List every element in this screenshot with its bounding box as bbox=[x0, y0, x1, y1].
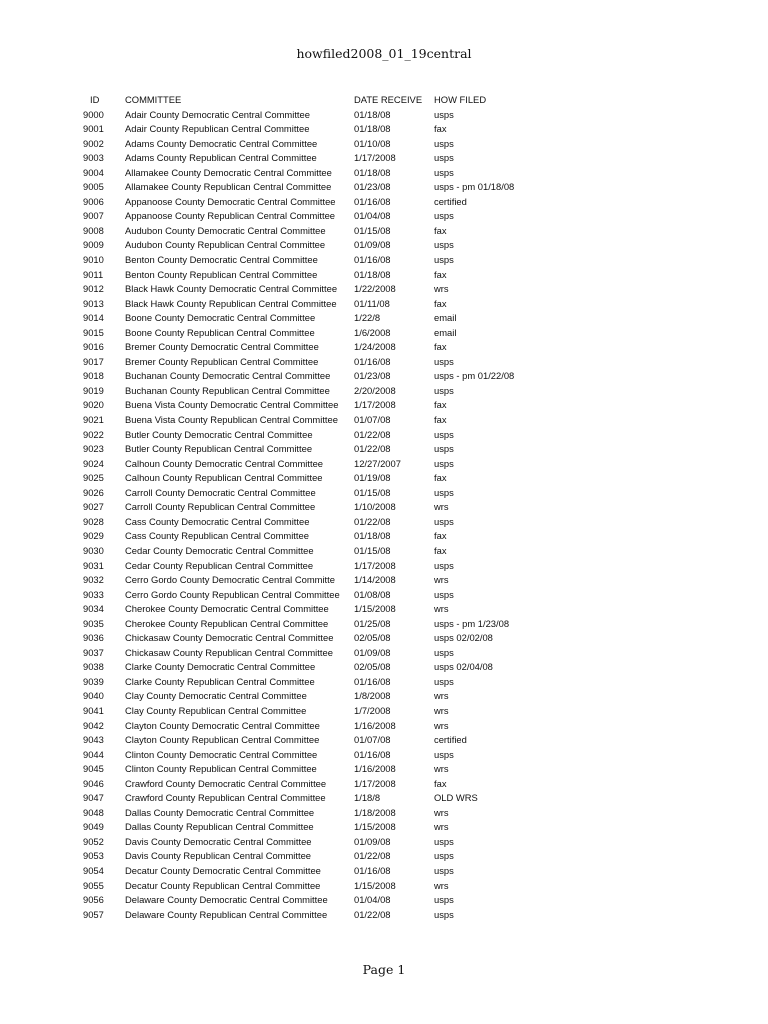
how-filed-cell: usps 02/04/08 bbox=[434, 661, 493, 673]
id-cell: 9032 bbox=[83, 574, 104, 586]
id-cell: 9008 bbox=[83, 224, 104, 236]
table-row bbox=[0, 748, 768, 763]
id-cell: 9037 bbox=[83, 646, 104, 658]
id-cell: 9044 bbox=[83, 748, 104, 760]
table-row bbox=[0, 660, 768, 675]
committee-cell: Audubon County Democratic Central Committee bbox=[125, 224, 326, 236]
id-cell: 9018 bbox=[83, 370, 104, 382]
id-cell: 9042 bbox=[83, 719, 104, 731]
table-row bbox=[0, 311, 768, 326]
how-filed-cell: usps 02/02/08 bbox=[434, 632, 493, 644]
date-received-cell: 01/22/08 bbox=[354, 515, 391, 527]
date-received-cell: 01/15/08 bbox=[354, 224, 391, 236]
table-row bbox=[0, 340, 768, 355]
date-received-cell: 1/15/2008 bbox=[354, 603, 396, 615]
date-received-cell: 02/05/08 bbox=[354, 661, 391, 673]
id-cell: 9046 bbox=[83, 777, 104, 789]
table-row bbox=[0, 879, 768, 894]
table-row bbox=[0, 151, 768, 166]
table-row bbox=[0, 282, 768, 297]
table-row bbox=[0, 428, 768, 443]
how-filed-cell: fax bbox=[434, 297, 447, 309]
id-cell: 9040 bbox=[83, 690, 104, 702]
id-cell: 9055 bbox=[83, 879, 104, 891]
header-id: ID bbox=[90, 94, 100, 105]
id-cell: 9024 bbox=[83, 457, 104, 469]
table-row bbox=[0, 398, 768, 413]
committee-cell: Dallas County Republican Central Committee bbox=[125, 821, 314, 833]
id-cell: 9034 bbox=[83, 603, 104, 615]
committee-cell: Black Hawk County Democratic Central Committee bbox=[125, 283, 338, 295]
table-row bbox=[0, 544, 768, 559]
how-filed-cell: usps bbox=[434, 864, 454, 876]
how-filed-cell: wrs bbox=[434, 574, 449, 586]
table-row bbox=[0, 820, 768, 835]
date-received-cell: 1/22/8 bbox=[354, 312, 381, 324]
committee-cell: Cass County Republican Central Committee bbox=[125, 530, 309, 542]
table-row bbox=[0, 413, 768, 428]
table-row bbox=[0, 209, 768, 224]
table-row bbox=[0, 326, 768, 341]
date-received-cell: 02/05/08 bbox=[354, 632, 391, 644]
how-filed-cell: wrs bbox=[434, 763, 449, 775]
table-row bbox=[0, 355, 768, 370]
id-cell: 9019 bbox=[83, 384, 104, 396]
table-row bbox=[0, 195, 768, 210]
how-filed-cell: usps bbox=[434, 443, 454, 455]
committee-cell: Decatur County Democratic Central Committee bbox=[125, 864, 321, 876]
date-received-cell: 1/16/2008 bbox=[354, 719, 396, 731]
id-cell: 9038 bbox=[83, 661, 104, 673]
id-cell: 9033 bbox=[83, 588, 104, 600]
id-cell: 9016 bbox=[83, 341, 104, 353]
how-filed-cell: usps bbox=[434, 835, 454, 847]
id-cell: 9056 bbox=[83, 894, 104, 906]
how-filed-cell: fax bbox=[434, 268, 447, 280]
date-received-cell: 1/7/2008 bbox=[354, 704, 391, 716]
how-filed-cell: usps bbox=[434, 137, 454, 149]
how-filed-cell: usps bbox=[434, 515, 454, 527]
how-filed-cell: wrs bbox=[434, 690, 449, 702]
id-cell: 9057 bbox=[83, 908, 104, 920]
how-filed-cell: usps bbox=[434, 559, 454, 571]
id-cell: 9029 bbox=[83, 530, 104, 542]
committee-cell: Adair County Democratic Central Committee bbox=[125, 108, 310, 120]
date-received-cell: 01/15/08 bbox=[354, 486, 391, 498]
committee-cell: Cherokee County Republican Central Committee bbox=[125, 617, 329, 629]
how-filed-cell: usps bbox=[434, 210, 454, 222]
committee-cell: Cerro Gordo County Democratic Central Committe bbox=[125, 574, 335, 586]
committee-cell: Black Hawk County Republican Central Committee bbox=[125, 297, 337, 309]
id-cell: 9025 bbox=[83, 472, 104, 484]
date-received-cell: 01/09/08 bbox=[354, 835, 391, 847]
date-received-cell: 1/15/2008 bbox=[354, 879, 396, 891]
committee-cell: Carroll County Republican Central Committee bbox=[125, 501, 316, 513]
how-filed-cell: email bbox=[434, 326, 457, 338]
how-filed-cell: certified bbox=[434, 195, 467, 207]
how-filed-cell: wrs bbox=[434, 603, 449, 615]
how-filed-cell: fax bbox=[434, 530, 447, 542]
id-cell: 9013 bbox=[83, 297, 104, 309]
table-row bbox=[0, 864, 768, 879]
committee-cell: Clayton County Democratic Central Committee bbox=[125, 719, 320, 731]
how-filed-cell: wrs bbox=[434, 704, 449, 716]
committee-cell: Adams County Democratic Central Committee bbox=[125, 137, 318, 149]
how-filed-cell: wrs bbox=[434, 283, 449, 295]
committee-cell: Audubon County Republican Central Committee bbox=[125, 239, 326, 251]
committee-cell: Adams County Republican Central Committee bbox=[125, 152, 317, 164]
id-cell: 9001 bbox=[83, 123, 104, 135]
date-received-cell: 01/16/08 bbox=[354, 748, 391, 760]
table-row bbox=[0, 442, 768, 457]
date-received-cell: 01/18/08 bbox=[354, 108, 391, 120]
date-received-cell: 01/25/08 bbox=[354, 617, 391, 629]
how-filed-cell: fax bbox=[434, 399, 447, 411]
committee-cell: Delaware County Republican Central Committee bbox=[125, 908, 328, 920]
table-row bbox=[0, 791, 768, 806]
header-committee: COMMITTEE bbox=[125, 94, 182, 105]
id-cell: 9028 bbox=[83, 515, 104, 527]
table-row bbox=[0, 471, 768, 486]
committee-cell: Decatur County Republican Central Committee bbox=[125, 879, 321, 891]
date-received-cell: 01/09/08 bbox=[354, 646, 391, 658]
how-filed-cell: usps bbox=[434, 748, 454, 760]
table-row bbox=[0, 588, 768, 603]
committee-cell: Buchanan County Democratic Central Committee bbox=[125, 370, 331, 382]
date-received-cell: 1/17/2008 bbox=[354, 399, 396, 411]
date-received-cell: 01/04/08 bbox=[354, 210, 391, 222]
table-row bbox=[0, 384, 768, 399]
committee-cell: Clinton County Democratic Central Committee bbox=[125, 748, 318, 760]
how-filed-cell: usps bbox=[434, 646, 454, 658]
page-title: howfiled2008_01_19central bbox=[296, 46, 472, 61]
id-cell: 9020 bbox=[83, 399, 104, 411]
id-cell: 9041 bbox=[83, 704, 104, 716]
how-filed-cell: usps bbox=[434, 355, 454, 367]
how-filed-cell: certified bbox=[434, 734, 467, 746]
id-cell: 9012 bbox=[83, 283, 104, 295]
committee-cell: Clay County Republican Central Committee bbox=[125, 704, 307, 716]
how-filed-cell: usps bbox=[434, 166, 454, 178]
table-row bbox=[0, 515, 768, 530]
committee-cell: Calhoun County Democratic Central Committee bbox=[125, 457, 323, 469]
table-row bbox=[0, 559, 768, 574]
id-cell: 9026 bbox=[83, 486, 104, 498]
id-cell: 9007 bbox=[83, 210, 104, 222]
id-cell: 9047 bbox=[83, 792, 104, 804]
table-row bbox=[0, 631, 768, 646]
how-filed-cell: email bbox=[434, 312, 457, 324]
date-received-cell: 01/18/08 bbox=[354, 123, 391, 135]
committee-cell: Allamakee County Democratic Central Committee bbox=[125, 166, 332, 178]
id-cell: 9035 bbox=[83, 617, 104, 629]
how-filed-cell: usps bbox=[434, 457, 454, 469]
committee-cell: Crawford County Republican Central Committee bbox=[125, 792, 326, 804]
date-received-cell: 01/16/08 bbox=[354, 864, 391, 876]
how-filed-cell: usps bbox=[434, 152, 454, 164]
date-received-cell: 01/16/08 bbox=[354, 355, 391, 367]
date-received-cell: 01/07/08 bbox=[354, 734, 391, 746]
how-filed-cell: usps bbox=[434, 384, 454, 396]
id-cell: 9036 bbox=[83, 632, 104, 644]
committee-cell: Buchanan County Republican Central Committee bbox=[125, 384, 330, 396]
id-cell: 9048 bbox=[83, 806, 104, 818]
table-row bbox=[0, 762, 768, 777]
how-filed-cell: usps bbox=[434, 428, 454, 440]
how-filed-cell: wrs bbox=[434, 501, 449, 513]
id-cell: 9049 bbox=[83, 821, 104, 833]
committee-cell: Butler County Democratic Central Committee bbox=[125, 428, 313, 440]
id-cell: 9011 bbox=[83, 268, 104, 280]
id-cell: 9005 bbox=[83, 181, 104, 193]
date-received-cell: 01/22/08 bbox=[354, 850, 391, 862]
table-row bbox=[0, 573, 768, 588]
date-received-cell: 1/10/2008 bbox=[354, 501, 396, 513]
table-row bbox=[0, 500, 768, 515]
table-row bbox=[0, 777, 768, 792]
how-filed-cell: fax bbox=[434, 777, 447, 789]
how-filed-cell: usps bbox=[434, 908, 454, 920]
table-row bbox=[0, 369, 768, 384]
date-received-cell: 1/22/2008 bbox=[354, 283, 396, 295]
how-filed-cell: fax bbox=[434, 341, 447, 353]
date-received-cell: 01/16/08 bbox=[354, 195, 391, 207]
date-received-cell: 01/18/08 bbox=[354, 530, 391, 542]
id-cell: 9021 bbox=[83, 414, 104, 426]
committee-cell: Crawford County Democratic Central Committee bbox=[125, 777, 327, 789]
table-row bbox=[0, 122, 768, 137]
how-filed-cell: wrs bbox=[434, 879, 449, 891]
how-filed-cell: usps - pm 01/18/08 bbox=[434, 181, 515, 193]
committee-cell: Benton County Democratic Central Committee bbox=[125, 254, 318, 266]
how-filed-cell: usps bbox=[434, 254, 454, 266]
table-row bbox=[0, 849, 768, 864]
committee-cell: Appanoose County Republican Central Committee bbox=[125, 210, 336, 222]
table-row bbox=[0, 733, 768, 748]
committee-cell: Buena Vista County Democratic Central Committee bbox=[125, 399, 339, 411]
committee-cell: Cherokee County Democratic Central Committee bbox=[125, 603, 329, 615]
how-filed-cell: usps bbox=[434, 239, 454, 251]
committee-cell: Appanoose County Democratic Central Committee bbox=[125, 195, 336, 207]
committee-cell: Adair County Republican Central Committee bbox=[125, 123, 310, 135]
how-filed-cell: usps bbox=[434, 588, 454, 600]
date-received-cell: 01/22/08 bbox=[354, 428, 391, 440]
date-received-cell: 1/17/2008 bbox=[354, 559, 396, 571]
table-row bbox=[0, 689, 768, 704]
date-received-cell: 01/09/08 bbox=[354, 239, 391, 251]
id-cell: 9039 bbox=[83, 675, 104, 687]
id-cell: 9053 bbox=[83, 850, 104, 862]
table-row bbox=[0, 180, 768, 195]
header-date-receive: DATE RECEIVE bbox=[354, 94, 423, 105]
date-received-cell: 1/14/2008 bbox=[354, 574, 396, 586]
date-received-cell: 1/24/2008 bbox=[354, 341, 396, 353]
date-received-cell: 01/22/08 bbox=[354, 908, 391, 920]
date-received-cell: 01/10/08 bbox=[354, 137, 391, 149]
date-received-cell: 1/15/2008 bbox=[354, 821, 396, 833]
how-filed-cell: usps - pm 1/23/08 bbox=[434, 617, 510, 629]
id-cell: 9010 bbox=[83, 254, 104, 266]
table-row bbox=[0, 529, 768, 544]
how-filed-cell: wrs bbox=[434, 821, 449, 833]
table-row bbox=[0, 908, 768, 923]
header-how-filed: HOW FILED bbox=[434, 94, 487, 105]
committee-cell: Cass County Democratic Central Committee bbox=[125, 515, 310, 527]
date-received-cell: 1/6/2008 bbox=[354, 326, 391, 338]
committee-cell: Cedar County Republican Central Committee bbox=[125, 559, 314, 571]
id-cell: 9003 bbox=[83, 152, 104, 164]
committee-cell: Calhoun County Republican Central Committee bbox=[125, 472, 323, 484]
table-row bbox=[0, 719, 768, 734]
date-received-cell: 01/18/08 bbox=[354, 166, 391, 178]
id-cell: 9009 bbox=[83, 239, 104, 251]
committee-cell: Buena Vista County Republican Central Committee bbox=[125, 414, 338, 426]
table-row bbox=[0, 224, 768, 239]
id-cell: 9043 bbox=[83, 734, 104, 746]
table-row bbox=[0, 238, 768, 253]
committee-cell: Carroll County Democratic Central Committee bbox=[125, 486, 316, 498]
id-cell: 9006 bbox=[83, 195, 104, 207]
table-header bbox=[0, 93, 768, 108]
table-row bbox=[0, 297, 768, 312]
committee-cell: Boone County Democratic Central Committee bbox=[125, 312, 316, 324]
id-cell: 9031 bbox=[83, 559, 104, 571]
date-received-cell: 2/20/2008 bbox=[354, 384, 396, 396]
how-filed-cell: wrs bbox=[434, 806, 449, 818]
date-received-cell: 01/23/08 bbox=[354, 181, 391, 193]
how-filed-cell: fax bbox=[434, 414, 447, 426]
committee-cell: Cerro Gordo County Republican Central Committee bbox=[125, 588, 340, 600]
table-row bbox=[0, 253, 768, 268]
id-cell: 9015 bbox=[83, 326, 104, 338]
table-row bbox=[0, 617, 768, 632]
committee-cell: Dallas County Democratic Central Committee bbox=[125, 806, 315, 818]
date-received-cell: 01/11/08 bbox=[354, 297, 390, 309]
how-filed-cell: usps bbox=[434, 675, 454, 687]
committee-cell: Butler County Republican Central Committee bbox=[125, 443, 313, 455]
how-filed-cell: wrs bbox=[434, 719, 449, 731]
date-received-cell: 01/07/08 bbox=[354, 414, 391, 426]
table-row bbox=[0, 268, 768, 283]
committee-cell: Cedar County Democratic Central Committee bbox=[125, 544, 314, 556]
date-received-cell: 01/16/08 bbox=[354, 254, 391, 266]
how-filed-cell: fax bbox=[434, 123, 447, 135]
id-cell: 9030 bbox=[83, 544, 104, 556]
table-row bbox=[0, 675, 768, 690]
committee-cell: Davis County Republican Central Committee bbox=[125, 850, 312, 862]
committee-cell: Chickasaw County Republican Central Committee bbox=[125, 646, 333, 658]
how-filed-cell: usps bbox=[434, 108, 454, 120]
table-row bbox=[0, 457, 768, 472]
id-cell: 9022 bbox=[83, 428, 104, 440]
table-row bbox=[0, 646, 768, 661]
id-cell: 9054 bbox=[83, 864, 104, 876]
committee-cell: Chickasaw County Democratic Central Committee bbox=[125, 632, 334, 644]
date-received-cell: 01/15/08 bbox=[354, 544, 391, 556]
table-row bbox=[0, 704, 768, 719]
date-received-cell: 1/8/2008 bbox=[354, 690, 391, 702]
id-cell: 9023 bbox=[83, 443, 104, 455]
date-received-cell: 01/04/08 bbox=[354, 894, 391, 906]
date-received-cell: 12/27/2007 bbox=[354, 457, 401, 469]
table-row bbox=[0, 137, 768, 152]
date-received-cell: 01/22/08 bbox=[354, 443, 391, 455]
id-cell: 9000 bbox=[83, 108, 104, 120]
committee-cell: Davis County Democratic Central Committee bbox=[125, 835, 312, 847]
table-row bbox=[0, 166, 768, 181]
how-filed-cell: OLD WRS bbox=[434, 792, 478, 804]
table-row bbox=[0, 893, 768, 908]
date-received-cell: 01/19/08 bbox=[354, 472, 391, 484]
committee-cell: Boone County Republican Central Committee bbox=[125, 326, 315, 338]
committee-cell: Allamakee County Republican Central Committee bbox=[125, 181, 332, 193]
how-filed-cell: fax bbox=[434, 472, 447, 484]
id-cell: 9002 bbox=[83, 137, 104, 149]
committee-cell: Clinton County Republican Central Committee bbox=[125, 763, 317, 775]
filing-table bbox=[0, 93, 768, 922]
how-filed-cell: usps bbox=[434, 486, 454, 498]
id-cell: 9027 bbox=[83, 501, 104, 513]
page-number: Page 1 bbox=[362, 962, 406, 977]
date-received-cell: 1/17/2008 bbox=[354, 777, 396, 789]
how-filed-cell: fax bbox=[434, 224, 447, 236]
table-row bbox=[0, 486, 768, 501]
table-row bbox=[0, 108, 768, 123]
id-cell: 9017 bbox=[83, 355, 104, 367]
date-received-cell: 1/18/8 bbox=[354, 792, 381, 804]
date-received-cell: 01/08/08 bbox=[354, 588, 391, 600]
date-received-cell: 1/16/2008 bbox=[354, 763, 396, 775]
committee-cell: Benton County Republican Central Committee bbox=[125, 268, 318, 280]
table-row bbox=[0, 835, 768, 850]
committee-cell: Clarke County Republican Central Committee bbox=[125, 675, 315, 687]
table-row bbox=[0, 602, 768, 617]
id-cell: 9014 bbox=[83, 312, 104, 324]
date-received-cell: 1/17/2008 bbox=[354, 152, 396, 164]
committee-cell: Clayton County Republican Central Committee bbox=[125, 734, 320, 746]
how-filed-cell: usps - pm 01/22/08 bbox=[434, 370, 515, 382]
committee-cell: Delaware County Democratic Central Committee bbox=[125, 894, 328, 906]
committee-cell: Clarke County Democratic Central Committee bbox=[125, 661, 316, 673]
date-received-cell: 1/18/2008 bbox=[354, 806, 396, 818]
how-filed-cell: fax bbox=[434, 544, 447, 556]
id-cell: 9004 bbox=[83, 166, 104, 178]
table-row bbox=[0, 806, 768, 821]
committee-cell: Bremer County Democratic Central Committee bbox=[125, 341, 319, 353]
date-received-cell: 01/18/08 bbox=[354, 268, 391, 280]
how-filed-cell: usps bbox=[434, 850, 454, 862]
date-received-cell: 01/16/08 bbox=[354, 675, 391, 687]
committee-cell: Clay County Democratic Central Committee bbox=[125, 690, 307, 702]
committee-cell: Bremer County Republican Central Committee bbox=[125, 355, 319, 367]
id-cell: 9045 bbox=[83, 763, 104, 775]
date-received-cell: 01/23/08 bbox=[354, 370, 391, 382]
id-cell: 9052 bbox=[83, 835, 104, 847]
how-filed-cell: usps bbox=[434, 894, 454, 906]
